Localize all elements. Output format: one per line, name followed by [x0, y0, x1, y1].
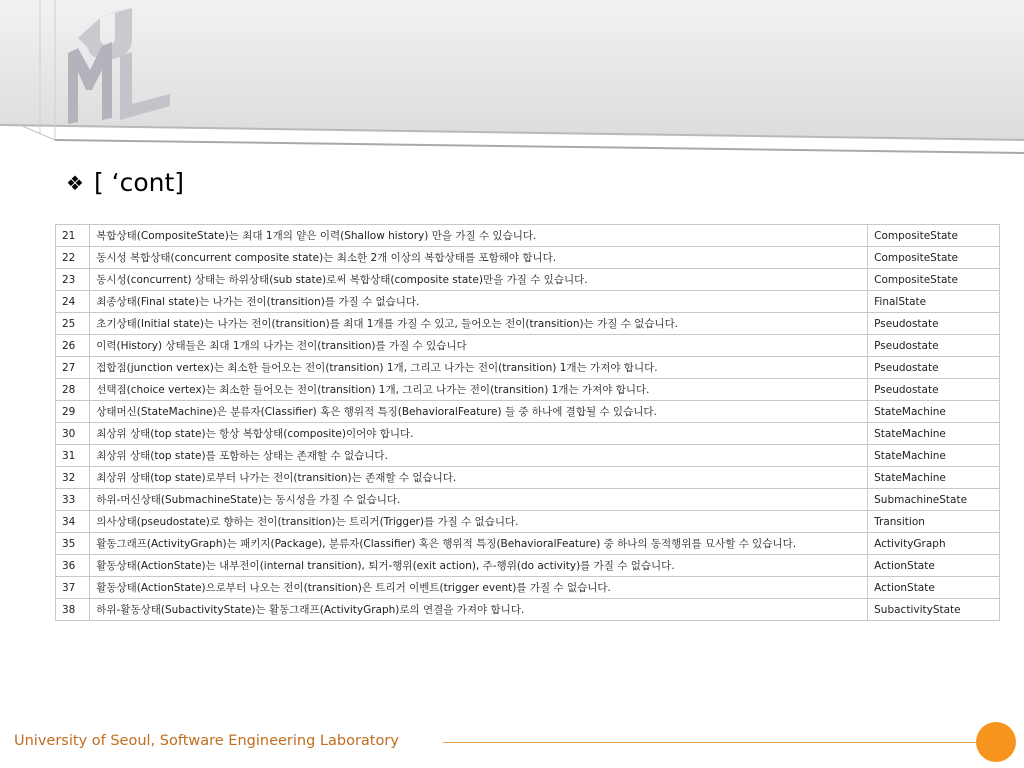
rule-text: 이력(History) 상태들은 최대 1개의 나가는 전이(transition)를 가질 수 있습니다	[90, 335, 868, 357]
row-number: 33	[56, 489, 90, 511]
rule-text: 최종상태(Final state)는 나가는 전이(transition)를 가질 수 없습니다.	[90, 291, 868, 313]
rule-text: 동시성 복합상태(concurrent composite state)는 최소한 2개 이상의 복합상태를 포함해야 합니다.	[90, 247, 868, 269]
rule-class: StateMachine	[868, 423, 1000, 445]
rule-text: 최상위 상태(top state)로부터 나가는 전이(transition)는 존재할 수 없습니다.	[90, 467, 868, 489]
row-number: 24	[56, 291, 90, 313]
rule-text: 의사상태(pseudostate)로 향하는 전이(transition)는 트리거(Trigger)를 가질 수 없습니다.	[90, 511, 868, 533]
slide-title-row	[66, 170, 184, 195]
row-number: 38	[56, 599, 90, 621]
rule-text: 최상위 상태(top state)를 포함하는 상태는 존재할 수 없습니다.	[90, 445, 868, 467]
table-row	[56, 291, 1000, 313]
row-number: 29	[56, 401, 90, 423]
row-number: 23	[56, 269, 90, 291]
table-row	[56, 357, 1000, 379]
row-number: 22	[56, 247, 90, 269]
table-row	[56, 445, 1000, 467]
table-row	[56, 577, 1000, 599]
row-number: 36	[56, 555, 90, 577]
row-number: 28	[56, 379, 90, 401]
row-number: 30	[56, 423, 90, 445]
rule-text: 선택점(choice vertex)는 최소한 들어오는 전이(transition) 1개, 그리고 나가는 전이(transition) 1개는 가져야 합니다.	[90, 379, 868, 401]
rule-text: 활동그래프(ActivityGraph)는 패키지(Package), 분류자(Classifier) 혹은 행위적 특징(BehavioralFeature) 중 하나의 동적행위를 묘사할 수 있습니다.	[90, 533, 868, 555]
rule-class: CompositeState	[868, 247, 1000, 269]
table-row	[56, 379, 1000, 401]
rule-class: Pseudostate	[868, 379, 1000, 401]
slide-title: [ ‘cont]	[93, 168, 185, 197]
rule-class: FinalState	[868, 291, 1000, 313]
table-row	[56, 511, 1000, 533]
rule-class: Pseudostate	[868, 357, 1000, 379]
table-row	[56, 423, 1000, 445]
rule-text: 하위-활동상태(SubactivityState)는 활동그래프(ActivityGraph)로의 연결을 가져야 합니다.	[90, 599, 868, 621]
table-row	[56, 467, 1000, 489]
rule-class: StateMachine	[868, 445, 1000, 467]
row-number: 31	[56, 445, 90, 467]
row-number: 25	[56, 313, 90, 335]
rule-class: Transition	[868, 511, 1000, 533]
table-row	[56, 335, 1000, 357]
rule-class: ActionState	[868, 555, 1000, 577]
rule-class: Pseudostate	[868, 335, 1000, 357]
footer-text: University of Seoul, Software Engineering Laboratory	[14, 733, 399, 749]
bullet-icon: ❖	[66, 170, 84, 195]
row-number: 32	[56, 467, 90, 489]
rule-class: StateMachine	[868, 467, 1000, 489]
row-number: 26	[56, 335, 90, 357]
rule-text: 상태머신(StateMachine)은 분류자(Classifier) 혹은 행위적 특징(BehavioralFeature) 들 중 하나에 결합될 수 있습니다.	[90, 401, 868, 423]
row-number: 34	[56, 511, 90, 533]
rule-text: 하위-머신상태(SubmachineState)는 동시성을 가질 수 없습니다.	[90, 489, 868, 511]
rule-text: 활동상태(ActionState)으로부터 나오는 전이(transition)은 트리거 이벤트(trigger event)를 가질 수 없습니다.	[90, 577, 868, 599]
footer-divider	[443, 742, 979, 743]
table-row	[56, 533, 1000, 555]
rules-table-body	[56, 225, 1000, 621]
header-band	[0, 0, 1024, 160]
rule-class: StateMachine	[868, 401, 1000, 423]
rule-text: 동시성(concurrent) 상태는 하위상태(sub state)로써 복합상태(composite state)만을 가질 수 있습니다.	[90, 269, 868, 291]
table-row	[56, 225, 1000, 247]
row-number: 21	[56, 225, 90, 247]
table-row	[56, 313, 1000, 335]
table-row	[56, 555, 1000, 577]
rules-table	[55, 224, 1000, 621]
rule-text: 복합상태(CompositeState)는 최대 1개의 얕은 이력(Shallow history) 만을 가질 수 있습니다.	[90, 225, 868, 247]
row-number: 27	[56, 357, 90, 379]
table-row	[56, 599, 1000, 621]
rule-class: ActionState	[868, 577, 1000, 599]
rule-class: CompositeState	[868, 269, 1000, 291]
rule-class: Pseudostate	[868, 313, 1000, 335]
rule-class: SubmachineState	[868, 489, 1000, 511]
table-row	[56, 401, 1000, 423]
rule-class: CompositeState	[868, 225, 1000, 247]
rule-text: 최상위 상태(top state)는 항상 복합상태(composite)이어야 합니다.	[90, 423, 868, 445]
row-number: 35	[56, 533, 90, 555]
table-row	[56, 269, 1000, 291]
rule-text: 접합점(junction vertex)는 최소한 들어오는 전이(transition) 1개, 그리고 나가는 전이(transition) 1개는 가져야 합니다.	[90, 357, 868, 379]
table-row	[56, 489, 1000, 511]
table-row	[56, 247, 1000, 269]
rule-text: 초기상태(Initial state)는 나가는 전이(transition)를 최대 1개를 가질 수 있고, 들어오는 전이(transition)는 가질 수 없습니다.	[90, 313, 868, 335]
rule-class: SubactivityState	[868, 599, 1000, 621]
footer-dot-icon	[976, 722, 1016, 762]
rule-text: 활동상태(ActionState)는 내부전이(internal transition), 퇴거-행위(exit action), 주-행위(do activity)를 가질 수 없습니다.	[90, 555, 868, 577]
row-number: 37	[56, 577, 90, 599]
rule-class: ActivityGraph	[868, 533, 1000, 555]
uml-logo	[60, 8, 180, 128]
